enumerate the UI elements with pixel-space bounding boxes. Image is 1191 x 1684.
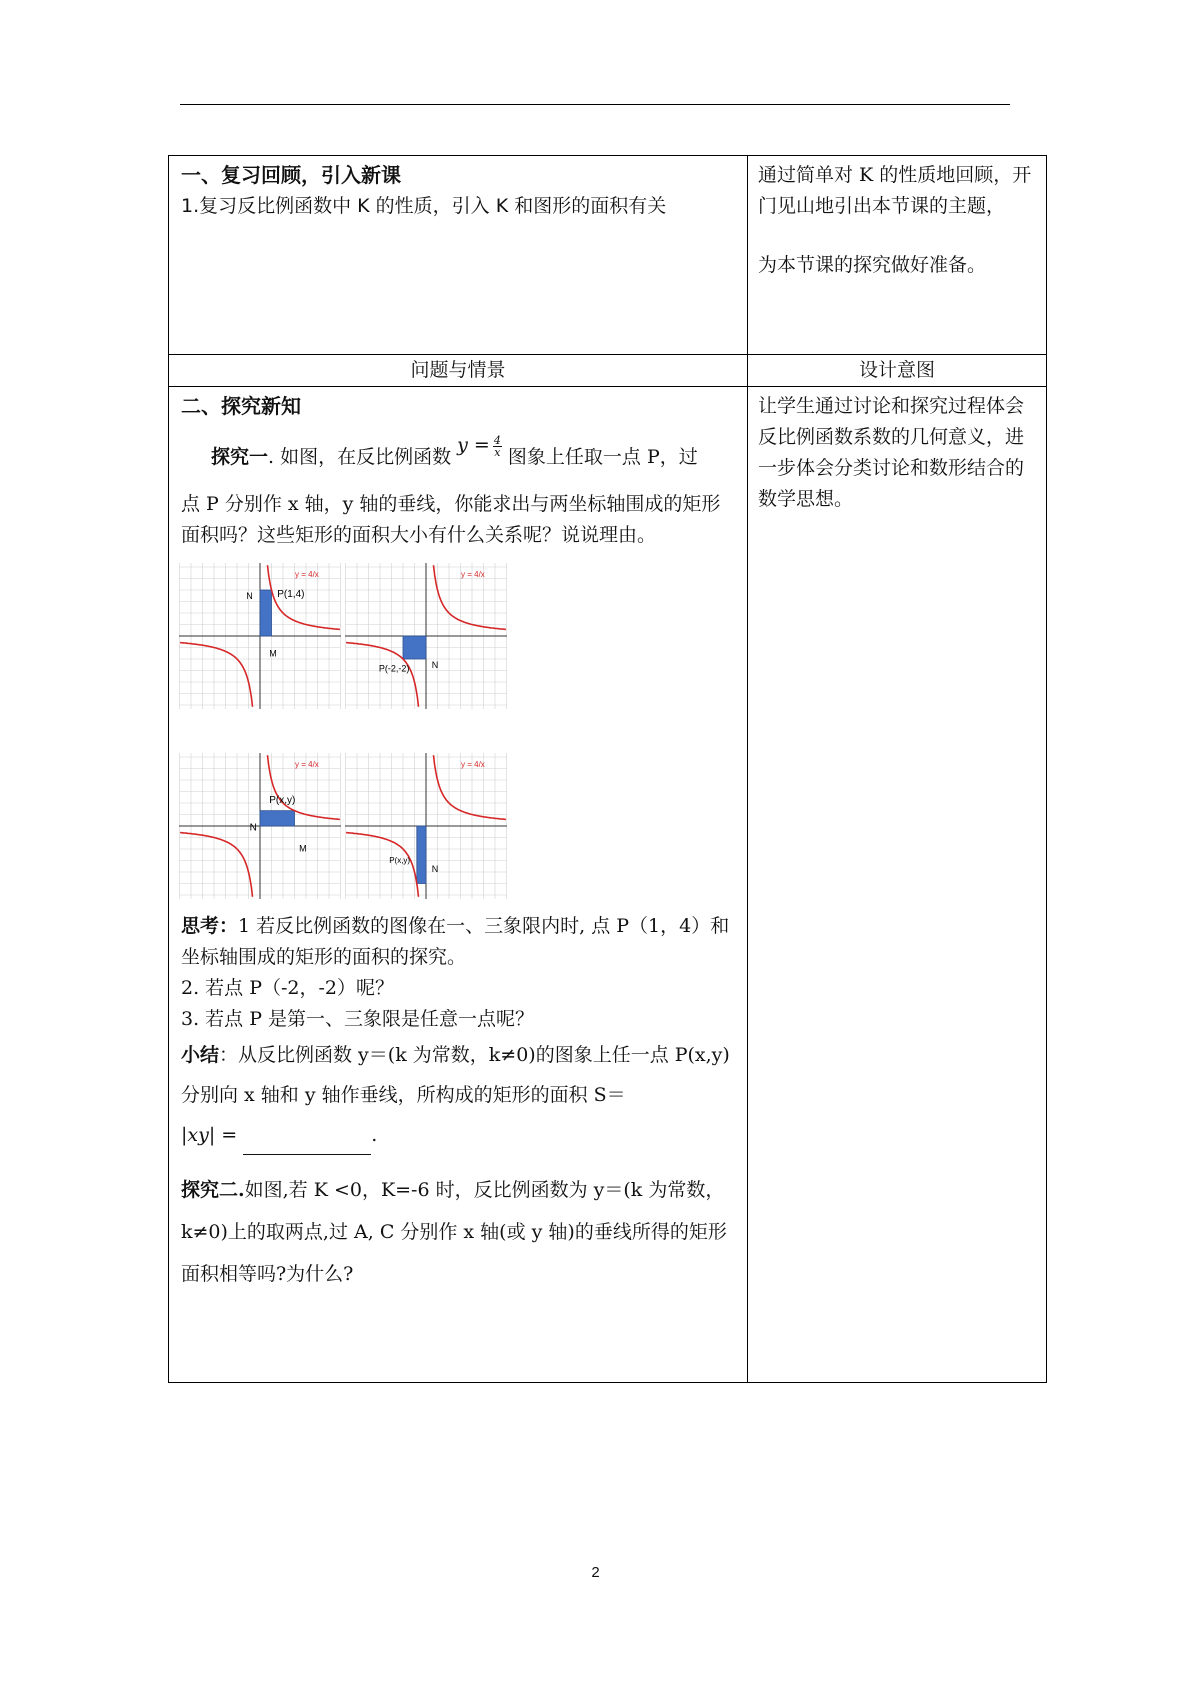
curve-label: y = 4/x — [295, 760, 319, 769]
section1-item1: 1.复习反比例函数中 K 的性质，引入 K 和图形的面积有关 — [181, 195, 667, 217]
think-1 — [181, 911, 737, 973]
lesson-table — [168, 155, 1047, 1383]
summary — [181, 1035, 737, 1115]
area-rectangle — [260, 590, 272, 636]
explore2-text: 如图,若 K <0，K=-6 时，反比例函数为 y＝(k 为常数，k≠0)上的取两点,过 A, C 分别作 x 轴(或 y 轴)的垂线所得的矩形面积相等吗?为什么? — [181, 1179, 727, 1285]
n-label: N — [431, 864, 439, 874]
point-label: P(x,y) — [269, 795, 296, 806]
m-label: M — [299, 843, 307, 854]
answer-blank[interactable] — [243, 1134, 371, 1155]
explore2 — [181, 1169, 737, 1295]
row-header — [169, 355, 1047, 387]
curve-label: y = 4/x — [295, 570, 319, 579]
summary-end: . — [371, 1124, 378, 1146]
eq-numerator: 4 — [493, 433, 501, 447]
point-label: P(-2,-2) — [378, 663, 410, 674]
graph-2 — [345, 563, 507, 709]
explore-intent-cell — [748, 387, 1047, 1383]
point-label: P(x,y) — [389, 855, 411, 865]
header-right: 设计意图 — [748, 355, 1047, 387]
row-explore — [169, 387, 1047, 1383]
header-left: 问题与情景 — [169, 355, 748, 387]
explore-cell — [169, 387, 748, 1383]
explore1-line2: 点 P 分别作 x 轴，y 轴的垂线，你能求出与两坐标轴围成的矩形面积吗？这些矩形的面积大小有什么关系呢？说说理由。 — [181, 493, 721, 546]
n-label: N — [249, 822, 257, 834]
n-label: N — [431, 660, 439, 671]
graph-4 — [345, 753, 507, 899]
n-label: N — [246, 591, 253, 602]
graph-1 — [179, 563, 341, 709]
explore1-line1 — [181, 433, 737, 473]
point-label: P(1,4) — [277, 588, 305, 600]
section2-intent: 让学生通过讨论和探究过程体会反比例函数系数的几何意义，进一步体会分类讨论和数形结合的数学思想。 — [758, 395, 1025, 510]
area-rectangle — [403, 636, 426, 659]
think-label: 思考： — [181, 915, 239, 937]
summary-formula-text: |xy| = — [181, 1124, 238, 1146]
think-3: 3. 若点 P 是第一、三象限是任意一点呢？ — [181, 1008, 535, 1030]
area-rectangle — [260, 811, 295, 826]
explore2-label: 探究二. — [181, 1179, 245, 1201]
curve-label: y = 4/x — [461, 570, 485, 579]
row-review — [169, 156, 1047, 355]
summary-formula — [181, 1115, 737, 1155]
summary-text: ：从反比例函数 y＝(k 为常数，k≠0)的图象上任一点 P(x,y)分别向 x 轴和 y 轴作垂线，所构成的矩形的面积 S＝ — [181, 1044, 730, 1106]
graph-grid — [179, 563, 737, 899]
section2-heading: 二、探究新知 — [181, 394, 301, 418]
graph-3 — [179, 753, 341, 899]
area-rectangle — [417, 826, 426, 884]
curve-label: y = 4/x — [461, 760, 485, 769]
eq-denominator: x — [494, 445, 501, 459]
equation-lhs: y = — [457, 434, 490, 456]
review-intent-cell — [748, 156, 1047, 355]
page-number: 2 — [591, 1564, 600, 1581]
summary-label: 小结 — [181, 1044, 220, 1066]
think-2: 2. 若点 P（-2，-2）呢？ — [181, 977, 395, 999]
explore1-pre: . 如图，在反比例函数 — [268, 446, 452, 468]
m-label: M — [269, 648, 277, 659]
explore1-label: 探究一 — [211, 446, 269, 468]
section1-intent-1: 通过简单对 K 的性质地回顾，开门见山地引出本节课的主题， — [758, 164, 1032, 217]
equation-fraction — [493, 435, 502, 458]
think-1-text: 1 若反比例函数的图像在一、三象限内时, 点 P（1，4）和坐标轴围成的矩形的面积的探究。 — [181, 915, 730, 968]
header-rule — [180, 104, 1010, 105]
section1-heading: 一、复习回顾，引入新课 — [181, 163, 401, 187]
equation — [457, 430, 502, 461]
explore1-post: 图象上任取一点 P，过 — [507, 446, 698, 468]
section1-intent-2: 为本节课的探究做好准备。 — [758, 254, 987, 276]
review-cell — [169, 156, 748, 355]
